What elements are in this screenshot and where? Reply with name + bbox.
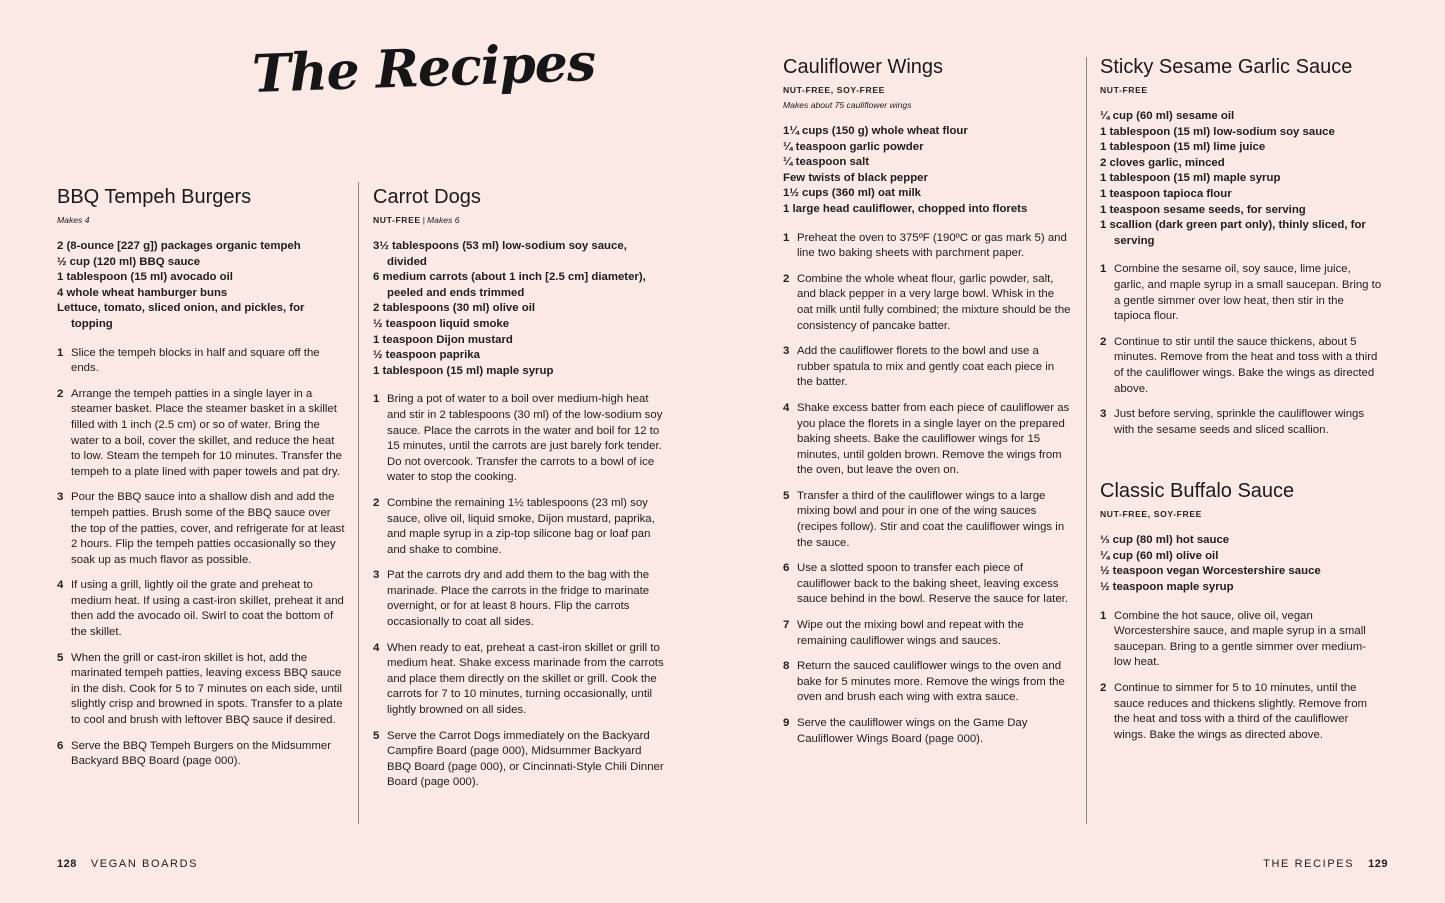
step-number: 3: [1100, 408, 1107, 421]
ingredient: 1 tablespoon (15 ml) avocado oil: [57, 271, 233, 284]
ingredient: Few twists of black pepper: [783, 171, 928, 184]
step: [57, 387, 347, 481]
ingredient-list: [783, 124, 1073, 218]
section-title: THE RECIPES: [1263, 858, 1355, 870]
step: [783, 659, 1073, 706]
recipe-title: Sticky Sesame Garlic Sauce: [1100, 56, 1353, 78]
step: [1100, 262, 1382, 324]
step-text: Pat the carrots dry and add them to the bag with the marinade. Place the carrots in the fridge to marinate overnight, or for at least 8 hours. Flip the carrots occasionally to coat all sides.: [387, 569, 650, 629]
ingredient: 1 scallion (dark green part only), thinly sliced, for serving: [1100, 219, 1366, 247]
step-text: Add the cauliflower florets to the bowl and use a rubber spatula to mix and gently coat each piece in the batter.: [797, 345, 1055, 389]
right-page-footer: [1263, 858, 1388, 870]
page-title: The Recipes: [251, 32, 597, 105]
step-text: If using a grill, lightly oil the grate and preheat to medium heat. If using a cast-iron skillet, preheat it and then add the avocado oil. Swirl to coat the bottom of the skillet.: [71, 579, 344, 639]
step-number: 6: [57, 739, 64, 752]
step-number: 4: [783, 401, 790, 414]
step: [1100, 609, 1382, 671]
recipe-tags: NUT-FREE, SOY-FREE: [1100, 509, 1202, 520]
step-text: Continue to stir until the sauce thickens, about 5 minutes. Remove from the heat and toss with a third of the cauliflower wings. Bake the wings as directed above.: [1114, 335, 1378, 395]
step: [1100, 335, 1382, 397]
step-number: 3: [783, 345, 790, 358]
ingredient-list: [57, 239, 347, 333]
recipe-meta: [373, 214, 665, 227]
ingredient: 1½ cups (360 ml) oat milk: [783, 187, 922, 200]
step-text: When ready to eat, preheat a cast-iron skillet or grill to medium heat. Shake excess marinade from the carrots and place them directly on the skillet or grill. Cook the carrots for 7 to 10 minutes, turning occasionally, until lightly browned on all sides.: [387, 641, 664, 717]
ingredient: 1 teaspoon tapioca flour: [1100, 187, 1232, 200]
ingredient: ¼ teaspoon salt: [783, 156, 870, 169]
step-text: Transfer a third of the cauliflower wings to a large mixing bowl and pour in one of the wing sauces (recipes follow). Stir and coat the cauliflower wings in the sauce.: [797, 489, 1065, 549]
step: [783, 344, 1073, 391]
recipe-bbq-tempeh-burgers: [57, 184, 347, 770]
step-text: Arrange the tempeh patties in a single layer in a steamer basket. Place the steamer basket in a skillet filled with 1 inch (2.5 cm) or so of water. Bring the water to a boil, cover the skillet, and reduce the heat to low. Steam the tempeh for 10 minutes. Transfer the tempeh to a plate lined with paper towels and pat dry.: [71, 387, 342, 478]
ingredient: 6 medium carrots (about 1 inch [2.5 cm] diameter), peeled and ends trimmed: [373, 271, 646, 299]
ingredient-list: [1100, 109, 1382, 249]
step: [783, 272, 1073, 334]
ingredient-list: [373, 239, 665, 379]
step-number: 5: [783, 489, 790, 502]
step-number: 4: [373, 641, 380, 654]
step-list: [373, 392, 665, 791]
step-text: Combine the hot sauce, olive oil, vegan Worcestershire sauce, and maple syrup in a small saucepan. Bring to a gentle simmer over medium-low heat.: [1114, 609, 1366, 669]
step-text: Continue to simmer for 5 to 10 minutes, until the sauce reduces and thickens slightly. Remove from the heat and toss with a third of the cauliflower wings. Bake the wings as directed above.: [1114, 682, 1368, 741]
ingredient: ½ cup (120 ml) BBQ sauce: [57, 255, 201, 268]
step-number: 1: [373, 393, 380, 406]
step-number: 3: [373, 569, 380, 582]
step: [783, 489, 1073, 551]
page-number: 129: [1368, 858, 1388, 870]
step-list: [57, 346, 347, 770]
step: [57, 651, 347, 729]
ingredient: 3½ tablespoons (53 ml) low-sodium soy sauce, divided: [373, 240, 627, 268]
step-text: Return the sauced cauliflower wings to the oven and bake for 5 minutes more. Remove the wings from the oven and brush each wing with extra sauce.: [797, 660, 1065, 704]
step-list: [783, 231, 1073, 748]
page-number: 128: [57, 858, 77, 870]
ingredient: 1 teaspoon Dijon mustard: [373, 333, 513, 346]
ingredient: 4 whole wheat hamburger buns: [57, 286, 228, 299]
ingredient: ½ teaspoon maple syrup: [1100, 581, 1234, 594]
recipe-tags: NUT-FREE: [1100, 85, 1148, 95]
recipe-cauliflower-wings: [783, 54, 1073, 747]
step-number: 1: [1100, 609, 1107, 622]
step-number: 6: [783, 562, 790, 575]
step: [373, 496, 665, 558]
recipe-title: BBQ Tempeh Burgers: [57, 186, 252, 208]
step-number: 9: [783, 717, 790, 729]
step-text: Slice the tempeh blocks in half and square off the ends.: [71, 346, 320, 375]
column-4: [1100, 54, 1382, 753]
step: [373, 729, 665, 791]
recipe-carrot-dogs: [373, 184, 665, 791]
step: [373, 568, 665, 630]
step-number: 5: [373, 729, 380, 742]
step-number: 2: [57, 387, 64, 400]
step-list: [1100, 262, 1382, 438]
recipe-sticky-sesame-garlic-sauce: [1100, 54, 1382, 438]
ingredient: Lettuce, tomato, sliced onion, and pickles, for topping: [57, 302, 305, 330]
step: [1100, 407, 1382, 438]
step: [783, 401, 1073, 479]
step-number: 4: [57, 579, 64, 592]
column-1: [57, 184, 347, 780]
recipe-yield: Makes 6: [427, 215, 460, 225]
recipe-classic-buffalo-sauce: [1100, 478, 1382, 743]
step-number: 2: [373, 496, 380, 509]
recipe-title: Classic Buffalo Sauce: [1100, 480, 1295, 503]
step: [783, 716, 1073, 747]
ingredient: 2 cloves garlic, minced: [1100, 156, 1225, 169]
ingredient: ½ teaspoon liquid smoke: [373, 317, 510, 330]
recipe-title: Carrot Dogs: [373, 186, 481, 208]
step: [57, 346, 347, 377]
step-list: [1100, 609, 1382, 744]
step-text: Use a slotted spoon to transfer each piece of cauliflower back to the baking sheet, leaving excess sauce behind in the bowl. Reserve the sauce for later.: [797, 562, 1069, 606]
step-text: Wipe out the mixing bowl and repeat with the remaining cauliflower wings and sauces.: [797, 619, 1024, 647]
left-page-footer: [57, 858, 198, 870]
ingredient: ¼ cup (60 ml) olive oil: [1100, 549, 1219, 562]
step-text: Shake excess batter from each piece of cauliflower as you place the florets in a single layer on the prepared baking sheets. Bake the cauliflower wings for 15 minutes, until golden brown. Remove the wings from the oven, but leave the oven on.: [797, 401, 1070, 477]
step-number: 5: [57, 651, 64, 664]
book-title: VEGAN BOARDS: [90, 858, 199, 870]
step-number: 3: [57, 491, 64, 504]
step: [57, 578, 347, 640]
ingredient-list: [1100, 533, 1382, 595]
ingredient: 1 tablespoon (15 ml) maple syrup: [373, 364, 554, 377]
ingredient: 1 tablespoon (15 ml) low-sodium soy sauce: [1100, 125, 1335, 138]
step-number: 8: [783, 660, 790, 673]
step: [57, 739, 347, 770]
step-number: 2: [1100, 335, 1107, 348]
step-text: Combine the sesame oil, soy sauce, lime juice, garlic, and maple syrup in a small saucepan. Bring to a gentle simmer over low heat, then stir in the tapioca flour.: [1114, 263, 1382, 323]
column-divider: [358, 182, 359, 824]
ingredient: 1 teaspoon sesame seeds, for serving: [1100, 203, 1306, 216]
step-text: Just before serving, sprinkle the cauliflower wings with the sesame seeds and sliced scallion.: [1114, 408, 1365, 436]
step-number: 1: [57, 346, 64, 359]
recipe-yield: Makes about 75 cauliflower wings: [783, 100, 912, 110]
ingredient: 1 tablespoon (15 ml) lime juice: [1100, 141, 1266, 154]
recipe-tags: NUT-FREE, SOY-FREE: [783, 85, 885, 95]
column-2: [373, 184, 665, 801]
step-text: Preheat the oven to 375ºF (190ºC or gas mark 5) and line two baking sheets with parchment paper.: [797, 231, 1067, 260]
step-number: 1: [1100, 263, 1107, 276]
step-number: 2: [783, 272, 790, 285]
ingredient: 1¼ cups (150 g) whole wheat flour: [783, 125, 968, 137]
step-text: Combine the remaining 1½ tablespoons (23 ml) soy sauce, olive oil, liquid smoke, Dijon mustard, paprika, and maple syrup in a zip-top silicone bag or loaf pan and shake to combine.: [387, 496, 655, 556]
ingredient: 1 large head cauliflower, chopped into florets: [783, 202, 1028, 215]
step: [373, 641, 665, 719]
recipe-tags: NUT-FREE: [373, 215, 421, 225]
step: [783, 618, 1073, 649]
ingredient: ¼ cup (60 ml) sesame oil: [1100, 110, 1235, 122]
ingredient: 1 tablespoon (15 ml) maple syrup: [1100, 172, 1281, 185]
ingredient: 2 (8-ounce [227 g]) packages organic tempeh: [57, 240, 301, 252]
step-text: Combine the whole wheat flour, garlic powder, salt, and black pepper in a very large bowl. Whisk in the oat milk until fully combined; the mixture should be the consistency of pancake batter.: [797, 272, 1071, 332]
step-number: 7: [783, 619, 790, 632]
step-number: 2: [1100, 682, 1107, 695]
step: [783, 561, 1073, 608]
ingredient: ½ teaspoon paprika: [373, 349, 480, 362]
step-text: Serve the Carrot Dogs immediately on the Backyard Campfire Board (page 000), Midsummer Backyard BBQ Board (page 000), or Cincinnati-Style Chili Dinner Board (page 000).: [387, 729, 664, 789]
step-text: When the grill or cast-iron skillet is hot, add the marinated tempeh patties, leaving excess BBQ sauce in the dish. Cook for 5 to 7 minutes on each side, until slightly crisp and browned in spots. Transfer to a plate to cool and brush with leftover BBQ sauce if desired.: [71, 651, 343, 727]
ingredient: 2 tablespoons (30 ml) olive oil: [373, 302, 536, 315]
step-text: Serve the BBQ Tempeh Burgers on the Midsummer Backyard BBQ Board (page 000).: [71, 739, 331, 768]
column-divider: [1086, 57, 1087, 824]
step-number: 1: [783, 231, 790, 244]
recipe-title: Cauliflower Wings: [783, 56, 944, 78]
step: [1100, 681, 1382, 743]
step: [57, 490, 347, 568]
ingredient: ½ teaspoon vegan Worcestershire sauce: [1100, 565, 1321, 578]
step: [373, 392, 665, 486]
step-text: Serve the cauliflower wings on the Game Day Cauliflower Wings Board (page 000).: [797, 717, 1028, 745]
ingredient: ¼ teaspoon garlic powder: [783, 140, 924, 153]
ingredient: ⅓ cup (80 ml) hot sauce: [1100, 534, 1230, 547]
step-text: Bring a pot of water to a boil over medium-high heat and stir in 2 tablespoons (30 ml) of the low-sodium soy sauce. Place the carrots in the water and boil for 12 to 15 minutes, until the carrots are just barely fork tender. Do not overcook. Transfer the carrots to a bowl of ice water to stop the cooking.: [387, 393, 663, 484]
column-3: [783, 54, 1073, 757]
step-text: Pour the BBQ sauce into a shallow dish and add the tempeh patties. Brush some of the BBQ sauce over the top of the patties, cover, and refrigerate for at least 2 hours. Flip the tempeh patties occasionally so they soak up as much flavor as possible.: [71, 491, 345, 566]
meta-separator: |: [422, 215, 426, 225]
step: [783, 231, 1073, 262]
recipe-yield: Makes 4: [57, 215, 90, 225]
